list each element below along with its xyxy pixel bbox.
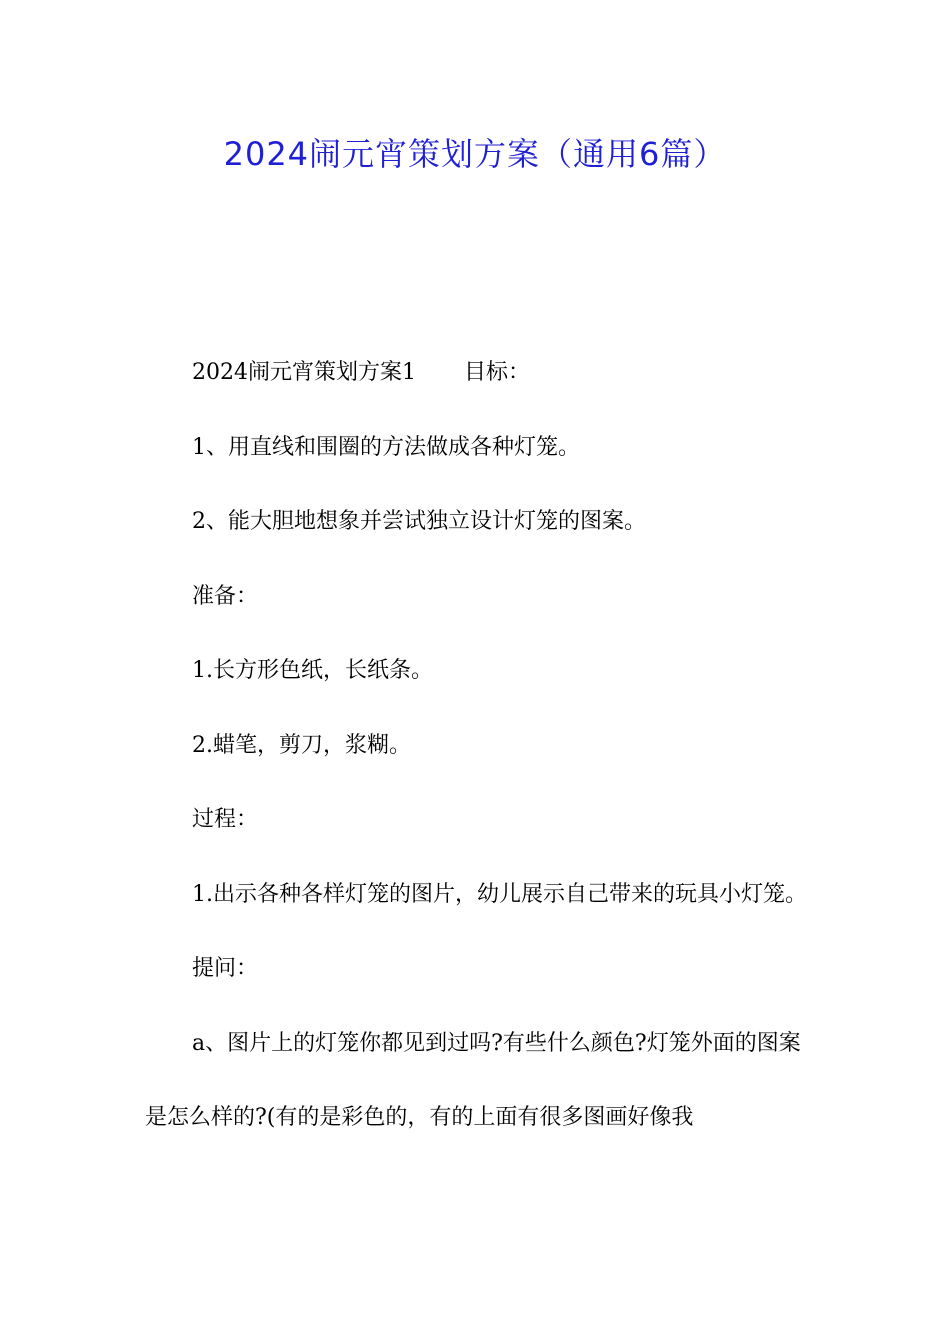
paragraph-process-label: 过程： [192,807,259,832]
document-body [145,336,810,1156]
paragraph-material-2: 2.蜡笔，剪刀，浆糊。 [192,732,411,758]
document-title: 2024闹元宵策划方案（通用6篇） [223,135,727,173]
section-title: 2024闹元宵策划方案1 [192,360,416,385]
paragraph-question-label: 提问： [192,956,259,981]
paragraph-material-1: 1.长方形色纸，长纸条。 [192,658,433,683]
goal-label: 目标： [464,360,531,385]
paragraph-process-1: 1.出示各种各样灯笼的图片，幼儿展示自己带来的玩具小灯笼。 [192,881,807,907]
paragraph-preparation-label: 准备： [192,583,259,609]
paragraph-goal-1: 1、用直线和围圈的方法做成各种灯笼。 [192,434,580,460]
paragraph-question-a: a、图片上的灯笼你都见到过吗?有些什么颜色?灯笼外面的图案是怎么样的?(有的是彩色的，有的上面有很多图画好像我 [145,1030,801,1130]
paragraph-goal-2: 2、能大胆地想象并尝试独立设计灯笼的图案。 [192,509,646,534]
section-heading-line [145,336,810,411]
